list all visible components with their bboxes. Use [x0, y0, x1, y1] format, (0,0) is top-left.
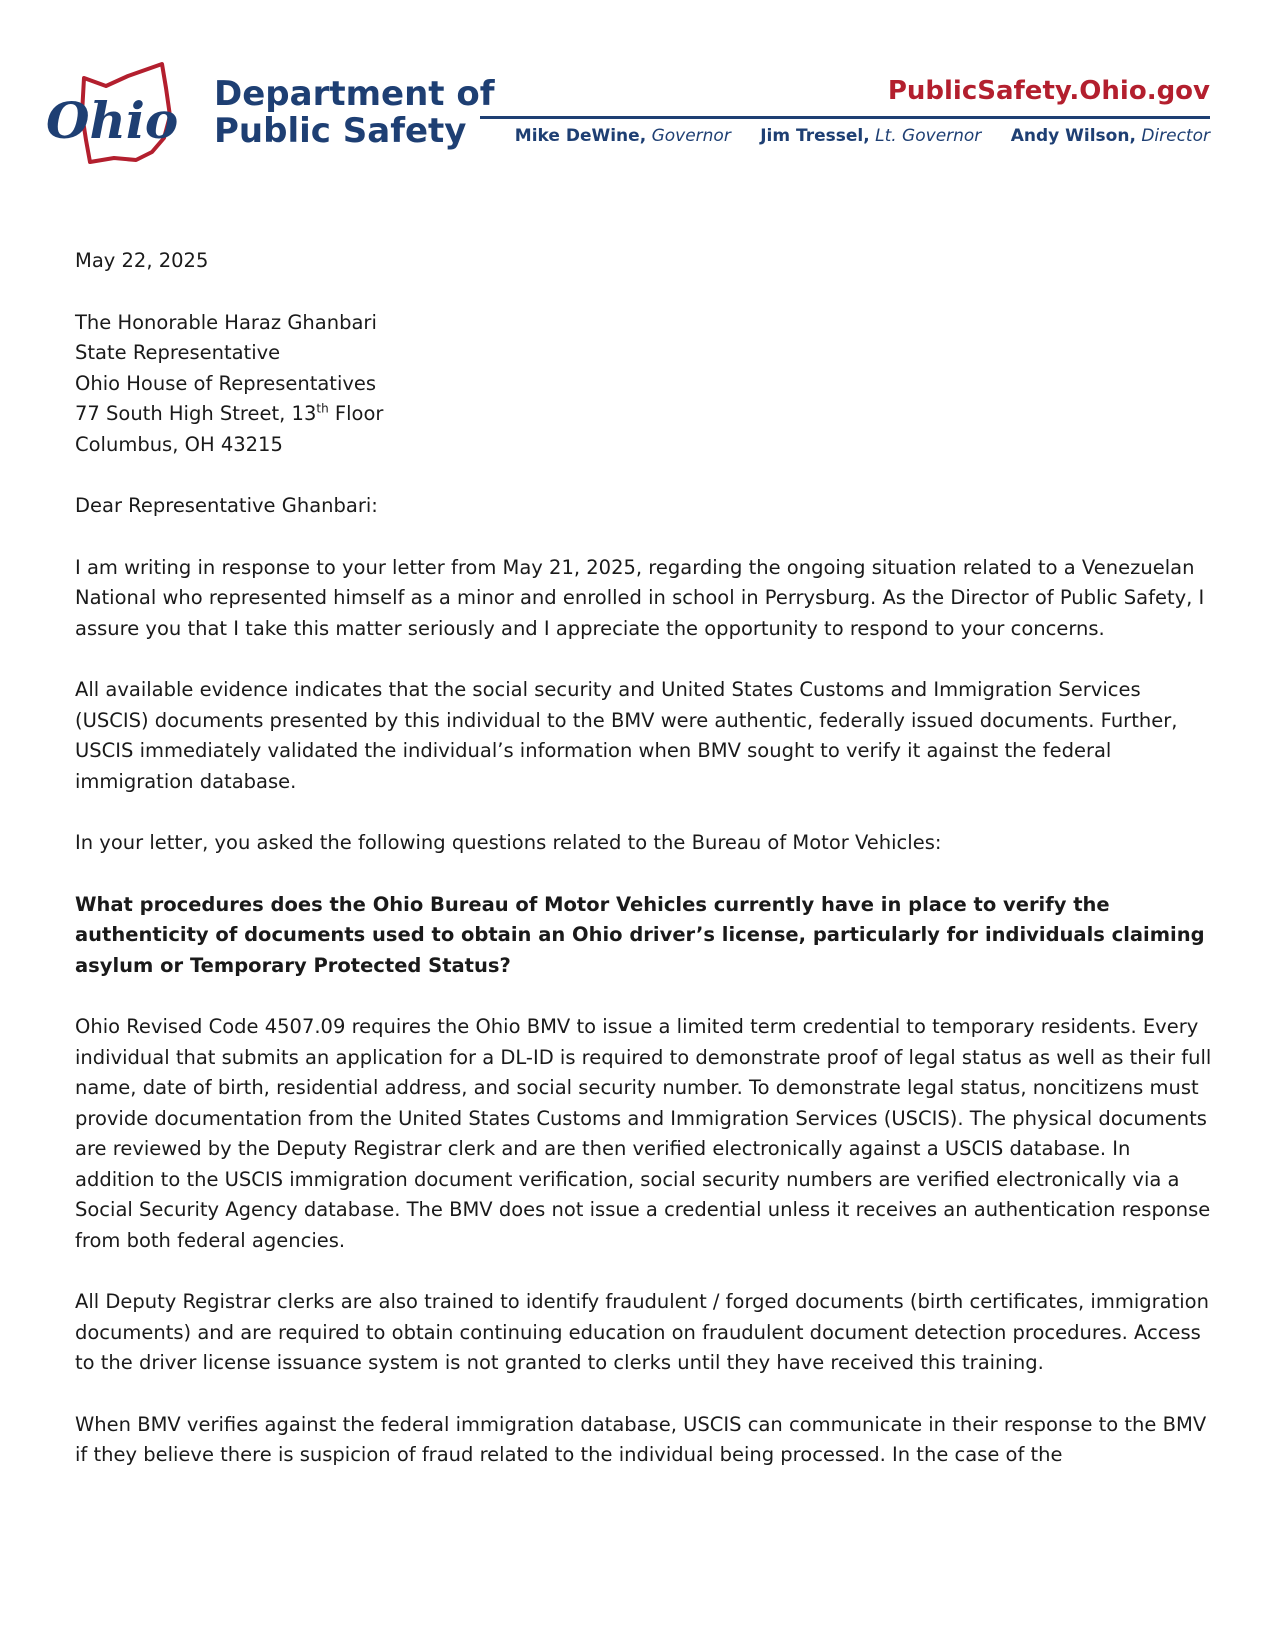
- letterhead: [0, 0, 1280, 190]
- official-governor: Mike DeWine, Governor: [514, 126, 731, 146]
- paragraph-3: In your letter, you asked the following questions related to the Bureau of Motor Vehicles:: [75, 831, 942, 854]
- official-lt-governor: Jim Tressel, Lt. Governor: [760, 126, 982, 146]
- salutation: Dear Representative Ghanbari:: [75, 494, 378, 517]
- paragraph-6: When BMV verifies against the federal immigration database, USCIS can communicate in their response to the BMV if they believe there is suspicion of fraud related to the individual being processed. In the case of the: [75, 1412, 1207, 1466]
- paragraph-5: All Deputy Registrar clerks are also trained to identify fraudulent / forged documents (birth certificates, immigration documents) and are required to obtain continuing education on fraudulent document detection procedures. Access to the driver license issuance system is not granted to clerks until they have received this training.: [75, 1290, 1209, 1374]
- website-link[interactable]: PublicSafety.Ohio.gov: [887, 76, 1210, 106]
- recipient-address: [75, 308, 1215, 461]
- paragraph-1: I am writing in response to your letter from May 21, 2025, regarding the ongoing situation related to a Venezuelan National who represented himself as a minor and enrolled in school in Perrysburg. As the Director of Public Safety, I assure you that I take this matter seriously and I appreciate the opportunity to respond to your concerns.: [75, 555, 1205, 640]
- ohio-logo-text: Ohio: [46, 91, 179, 150]
- paragraph-4: Ohio Revised Code 4507.09 requires the Ohio BMV to issue a limited term credential to temporary residents. Every individual that submits an application for a DL-ID is required to demonstrate proof of legal status as well as their full name, date of birth, residential address, and social security number. To demonstrate legal status, noncitizens must provide documentation from the United States Customs and Immigration Services (USCIS). The physical documents are reviewed by the Deputy Registrar clerk and are then verified electronically against a USCIS database. In addition to the USCIS immigration document verification, social security numbers are verified electronically via a Social Security Agency database. The BMV does not issue a credential unless it receives an authentication response from both federal agencies.: [75, 1015, 1212, 1252]
- officials-list: [491, 126, 1210, 146]
- question-1: What procedures does the Ohio Bureau of Motor Vehicles currently have in place to verify the authenticity of documents used to obtain an Ohio driver’s license, particularly for individuals claiming asylum or Temporary Protected Status?: [75, 892, 1205, 977]
- department-name-line1: Department of: [214, 74, 495, 114]
- recipient-city: Columbus, OH 43215: [75, 432, 283, 456]
- recipient-org: Ohio House of Representatives: [75, 371, 377, 395]
- official-director: Andy Wilson, Director: [1010, 126, 1210, 146]
- department-name: [214, 76, 495, 150]
- department-name-line2: Public Safety: [214, 111, 467, 151]
- recipient-street: 77 South High Street, 13th Floor: [75, 401, 384, 425]
- letter-body: [75, 246, 1215, 1502]
- recipient-title: State Representative: [75, 341, 281, 364]
- recipient-name: The Honorable Haraz Ghanbari: [75, 310, 377, 334]
- ohio-logo: [44, 58, 194, 176]
- letterhead-divider: [480, 116, 1210, 119]
- paragraph-2: All available evidence indicates that the social security and United States Customs and Immigration Services (USCIS) documents presented by this individual to the BMV were authentic, federally issued documents. Further, USCIS immediately validated the individual’s information when BMV sought to verify it against the federal immigration database.: [75, 678, 1178, 793]
- letter-date: May 22, 2025: [75, 249, 209, 272]
